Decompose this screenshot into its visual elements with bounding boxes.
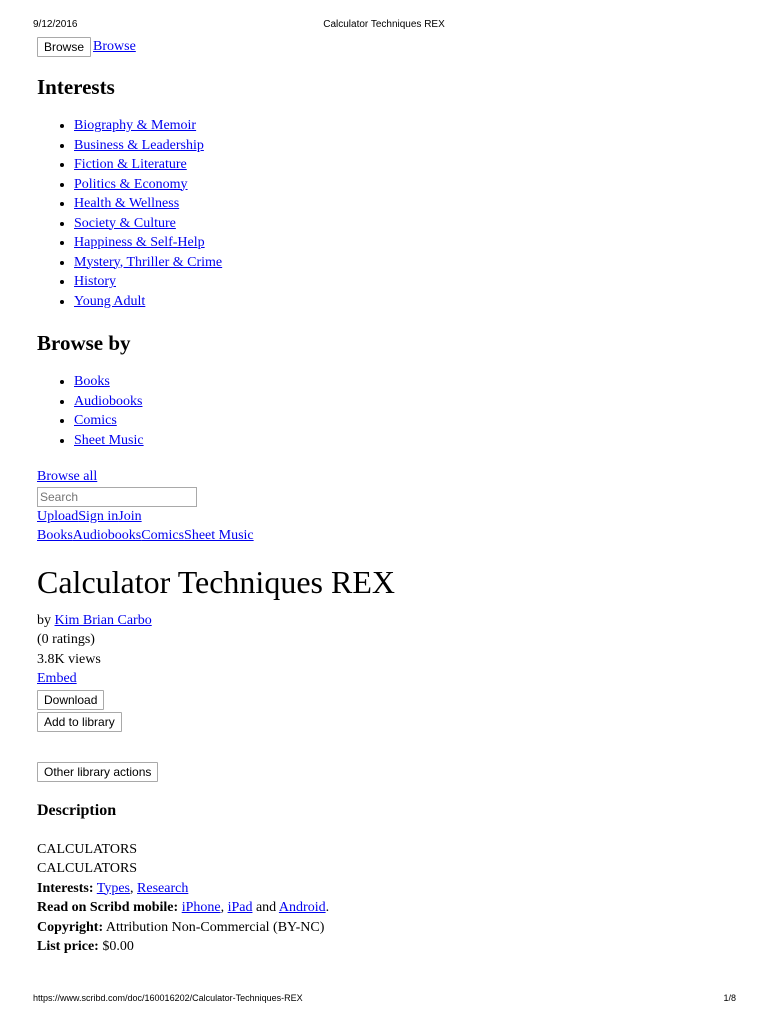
page-content — [37, 37, 737, 957]
description-line: CALCULATORS — [37, 861, 138, 876]
download-button[interactable]: Download — [37, 690, 104, 710]
and-word: and — [255, 900, 277, 915]
list-item — [74, 392, 737, 412]
category-links — [37, 526, 737, 546]
print-url: https://www.scribd.com/doc/160016202/Calculator-Techniques-REX — [33, 993, 303, 1003]
author-link[interactable]: Kim Brian Carbo — [54, 612, 152, 628]
other-library-actions-button[interactable]: Other library actions — [37, 762, 158, 782]
list-item — [74, 194, 737, 214]
views-text: 3.8K views — [37, 651, 101, 667]
interest-link[interactable]: Happiness & Self-Help — [74, 235, 205, 250]
comics-link[interactable]: Comics — [141, 528, 185, 543]
upload-link[interactable]: Upload — [37, 508, 79, 524]
interests-heading: Interests — [37, 75, 115, 99]
mobile-label: Read on Scribd mobile: — [37, 900, 179, 915]
copyright-line — [37, 918, 737, 938]
list-item — [74, 155, 737, 175]
by-prefix: by — [37, 612, 51, 628]
list-item — [74, 372, 737, 392]
interest-link[interactable]: Society & Culture — [74, 215, 176, 231]
interest-link[interactable]: Politics & Economy — [74, 176, 188, 192]
list-item — [74, 272, 737, 292]
interest-link[interactable]: Young Adult — [74, 293, 146, 309]
audiobooks-link[interactable]: Audiobooks — [72, 528, 142, 543]
browse-by-list — [37, 372, 737, 450]
description-line: CALCULATORS — [37, 841, 138, 857]
interests-label: Interests: — [37, 880, 94, 896]
list-item — [74, 175, 737, 195]
browse-by-link[interactable]: Sheet Music — [74, 432, 144, 448]
print-title: Calculator Techniques REX — [323, 19, 445, 30]
price-value: $0.00 — [102, 939, 134, 954]
list-item — [74, 116, 737, 136]
price-line — [37, 937, 737, 957]
description-heading: Description — [37, 801, 117, 819]
list-item — [74, 253, 737, 273]
browse-row — [37, 37, 737, 57]
join-link[interactable]: Join — [118, 508, 142, 524]
browse-all-link[interactable]: Browse all — [37, 469, 98, 484]
list-item — [74, 292, 737, 312]
end-period: . — [325, 900, 330, 915]
print-date: 9/12/2016 — [33, 19, 78, 30]
document-title: Calculator Techniques REX — [37, 563, 395, 600]
list-item — [74, 431, 737, 451]
list-item — [74, 214, 737, 234]
interest-link[interactable]: Health & Wellness — [74, 196, 180, 211]
mobile-line — [37, 898, 737, 918]
embed-link[interactable]: Embed — [37, 671, 77, 686]
list-item — [74, 136, 737, 156]
browse-by-link[interactable]: Comics — [74, 413, 117, 428]
ratings-text: (0 ratings) — [37, 632, 95, 647]
sign-in-link[interactable]: Sign in — [78, 508, 119, 524]
interest-link[interactable]: Business & Leadership — [74, 137, 204, 153]
browse-by-link[interactable]: Books — [74, 374, 110, 389]
browse-button[interactable]: Browse — [37, 37, 91, 57]
browse-by-heading: Browse by — [37, 331, 131, 355]
interest-link[interactable]: Fiction & Literature — [74, 157, 187, 172]
copyright-label: Copyright: — [37, 919, 104, 935]
interest-types-link[interactable]: Types — [96, 880, 131, 896]
browse-link[interactable]: Browse — [93, 39, 136, 55]
browse-by-link[interactable]: Audiobooks — [74, 393, 143, 409]
list-item — [74, 411, 737, 431]
iphone-link[interactable]: iPhone — [181, 900, 221, 915]
search-input[interactable]: Search — [37, 487, 197, 507]
print-page-number: 1/8 — [723, 993, 736, 1003]
account-links — [37, 507, 737, 527]
ipad-link[interactable]: iPad — [227, 900, 253, 915]
interest-link[interactable]: Biography & Memoir — [74, 118, 197, 133]
interests-list — [37, 116, 737, 311]
add-to-library-button[interactable]: Add to library — [37, 712, 122, 732]
price-label: List price: — [37, 939, 99, 954]
interest-separator: , — [130, 880, 134, 896]
android-link[interactable]: Android — [278, 900, 326, 915]
interest-research-link[interactable]: Research — [137, 880, 189, 896]
author-line — [37, 611, 737, 631]
mobile-separator: , — [220, 900, 225, 915]
sheet-music-link[interactable]: Sheet Music — [184, 528, 254, 543]
books-link[interactable]: Books — [37, 528, 73, 543]
interests-line — [37, 879, 737, 899]
interest-link[interactable]: Mystery, Thriller & Crime — [74, 254, 223, 270]
copyright-value: Attribution Non-Commercial (BY-NC) — [105, 919, 325, 935]
list-item — [74, 233, 737, 253]
interest-link[interactable]: History — [74, 274, 116, 289]
